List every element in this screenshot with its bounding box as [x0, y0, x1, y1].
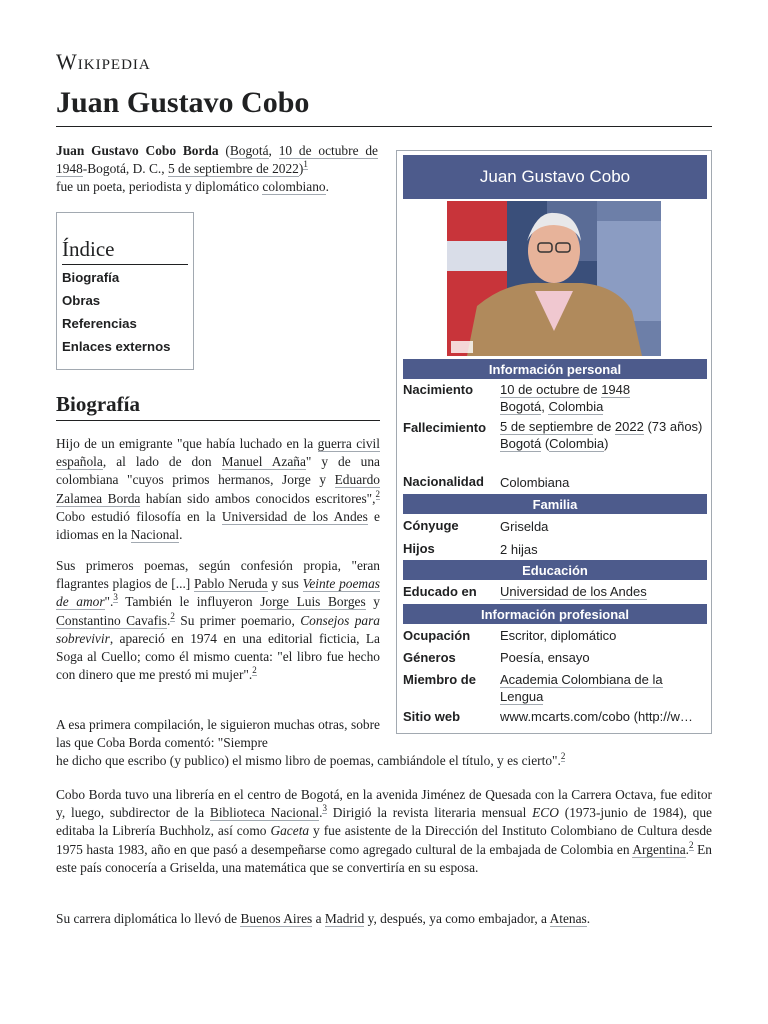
- wikipedia-logo[interactable]: Wikipedia: [56, 49, 151, 74]
- link-manuel-azana[interactable]: Manuel Azaña: [221, 454, 306, 470]
- infobox-title: Juan Gustavo Cobo: [403, 155, 707, 199]
- link-fal-year[interactable]: 2022: [614, 419, 644, 434]
- infobox-section-personal: Información personal: [403, 359, 707, 379]
- link-pablo-neruda[interactable]: Pablo Neruda: [193, 576, 268, 592]
- label-nacimiento: Nacimiento: [403, 382, 474, 397]
- value-fallecimiento: 5 de septiembre de 2022 (73 años) Bogotá (Colombia): [500, 419, 703, 451]
- infobox-section-familia: Familia: [403, 494, 707, 514]
- label-conyuge: Cónyuge: [403, 518, 459, 533]
- label-educado: Educado en: [403, 584, 477, 599]
- link-academia[interactable]: Academia Colombiana de la Lengua: [500, 672, 663, 704]
- paragraph-2: Sus primeros poemas, según confesión propia, "eran flagrantes plagios de [...] Pablo Neruda y sus Veinte poemas de amor".$^3$ También le influyeron Jorge Luis Borges y Constantino Cavafis.$^2$ Su primer poemario, Consejos para sobrevivir, apareció en 1974 en una editorial ficticia, La Soga al Cuello; como él mismo cuenta: "el libro fue hecho con dinero que me prestó mi mujer".$^2$: [56, 558, 380, 683]
- value-nacionalidad: Colombiana: [500, 475, 570, 490]
- label-hijos: Hijos: [403, 541, 435, 556]
- page-title: Juan Gustavo Cobo: [56, 86, 310, 119]
- link-madrid[interactable]: Madrid: [324, 911, 365, 926]
- portrait-image: [447, 201, 661, 356]
- paragraph-4: Cobo Borda tuvo una librería en el centro de Bogotá, en la avenida Jiménez de Quesada con la Carrera Octava, fue editor y, luego, subdirector de la Biblioteca Nacional.$^3$ Dirigió la revista literaria mensual ECO (1973-junio de 1984), que editaba la Librería Buchholz, así como Gaceta y fue asistente de la Dirección del Instituto Colombiano de Cultura desde 1975 hasta 1983, año en que pasó a desempeñarse como agregado cultural de la embajada de Colombia en Argentina.$^2$ En este país conocería a Griselda, una matemática que se convertiría en su esposa.: [56, 787, 712, 875]
- value-miembro: [500, 671, 705, 705]
- paragraph-3a: A esa primera compilación, le siguieron muchas otras, sobre las que Coba Borda comentó: "Siempre: [56, 717, 380, 751]
- label-fallecimiento: Fallecimiento: [403, 420, 487, 435]
- link-nac-country[interactable]: Colombia: [548, 399, 604, 414]
- title-divider: [56, 126, 712, 127]
- section-heading-biografia: Biografía: [56, 392, 140, 416]
- link-borges[interactable]: Jorge Luis Borges: [260, 594, 366, 610]
- link-colombiano[interactable]: colombiano: [262, 179, 326, 195]
- value-educado: [500, 583, 705, 600]
- section-divider: [56, 420, 380, 421]
- ref-3b[interactable]: 3: [322, 803, 327, 814]
- portrait-photo[interactable]: [447, 201, 661, 356]
- link-nacional[interactable]: Nacional: [130, 527, 180, 543]
- link-biblioteca-nacional[interactable]: Biblioteca Nacional: [209, 805, 320, 821]
- value-hijos: 2 hijas: [500, 542, 538, 557]
- paragraph-3b: he dicho que escribo (y publico) el mismo libro de poemas, cambiándole el título, y es cierto".$^2$: [56, 751, 566, 768]
- toc-title: Índice: [62, 237, 188, 265]
- value-generos: Poesía, ensayo: [500, 650, 590, 665]
- infobox: [396, 150, 712, 734]
- link-nac-city[interactable]: Bogotá: [500, 399, 542, 414]
- link-veinte-poemas[interactable]: Veinte poemas de amor: [56, 576, 380, 610]
- link-fal-city[interactable]: Bogotá: [500, 436, 542, 451]
- value-conyuge: Griselda: [500, 519, 549, 534]
- label-sitio-web: Sitio web: [403, 709, 461, 724]
- intro-paragraph: Juan Gustavo Cobo Borda (Bogotá, 10 de octubre de 1948-Bogotá, D. C., 5 de septiembre de 2022)$^1$ fue un poeta, periodista y diplomático colombiano.: [56, 143, 378, 195]
- paragraph-1: Hijo de un emigrante "que había luchado en la guerra civil española, al lado de don Manuel Azaña" y de una colombiana "cuyos primos hermanos, Jorge y Eduardo Zalamea Borda habían sido ambos conocidos escritores",$^2$ Cobo estudió filosofía en la Universidad de los Andes e idiomas en la Nacional.: [56, 436, 381, 543]
- ref-1[interactable]: 1: [303, 159, 308, 170]
- toc-item-referencias[interactable]: Referencias: [62, 316, 137, 331]
- link-death-date[interactable]: 5 de septiembre de 2022: [167, 161, 299, 177]
- label-ocupacion: Ocupación: [403, 628, 471, 643]
- link-eduardo-zalamea[interactable]: Eduardo Zalamea Borda: [56, 472, 380, 506]
- link-fal-day[interactable]: 5 de septiembre: [500, 419, 594, 434]
- link-bogota[interactable]: Bogotá: [229, 143, 269, 158]
- link-guerra-civil[interactable]: guerra civil española: [56, 436, 381, 470]
- ref-2e[interactable]: 2: [689, 839, 694, 850]
- label-nacionalidad: Nacionalidad: [403, 474, 484, 489]
- ref-2[interactable]: 2: [375, 488, 380, 499]
- ref-3[interactable]: 3: [113, 592, 118, 603]
- value-sitio-web[interactable]: www.mcarts.com/cobo (http://w…: [500, 709, 693, 724]
- link-educado[interactable]: Universidad de los Andes: [500, 584, 647, 599]
- paragraph-5: Su carrera diplomática lo llevó de Buenos Aires a Madrid y, después, ya como embajador, a Atenas.: [56, 911, 591, 926]
- table-of-contents: [56, 212, 194, 370]
- infobox-section-educacion: Educación: [403, 560, 707, 580]
- label-miembro: Miembro de: [403, 672, 476, 687]
- value-ocupacion: Escritor, diplomático: [500, 628, 617, 643]
- link-argentina[interactable]: Argentina: [632, 841, 686, 857]
- label-generos: Géneros: [403, 650, 456, 665]
- link-universidad-andes[interactable]: Universidad de los Andes: [221, 508, 368, 524]
- link-fal-country[interactable]: Colombia: [549, 436, 605, 451]
- ref-2b[interactable]: 2: [170, 610, 175, 621]
- link-atenas[interactable]: Atenas: [549, 911, 587, 926]
- link-buenos-aires[interactable]: Buenos Aires: [240, 911, 313, 926]
- toc-item-obras[interactable]: Obras: [62, 293, 101, 308]
- link-cavafis[interactable]: Constantino Cavafis: [56, 612, 168, 628]
- ref-2d[interactable]: 2: [560, 751, 566, 761]
- link-nac-year[interactable]: 1948: [601, 382, 631, 397]
- toc-item-enlaces-externos[interactable]: Enlaces externos: [62, 339, 171, 354]
- value-nacimiento: 10 de octubre de 1948 Bogotá, Colombia: [500, 382, 631, 414]
- toc-item-biografia[interactable]: Biografía: [62, 270, 120, 285]
- infobox-section-profesional: Información profesional: [403, 604, 707, 624]
- subject-name: Juan Gustavo Cobo Borda: [56, 143, 219, 158]
- link-birth-date[interactable]: 10 de octubre de 1948: [56, 143, 378, 177]
- ref-2c[interactable]: 2: [252, 665, 257, 676]
- link-nac-day[interactable]: 10 de octubre: [500, 382, 580, 397]
